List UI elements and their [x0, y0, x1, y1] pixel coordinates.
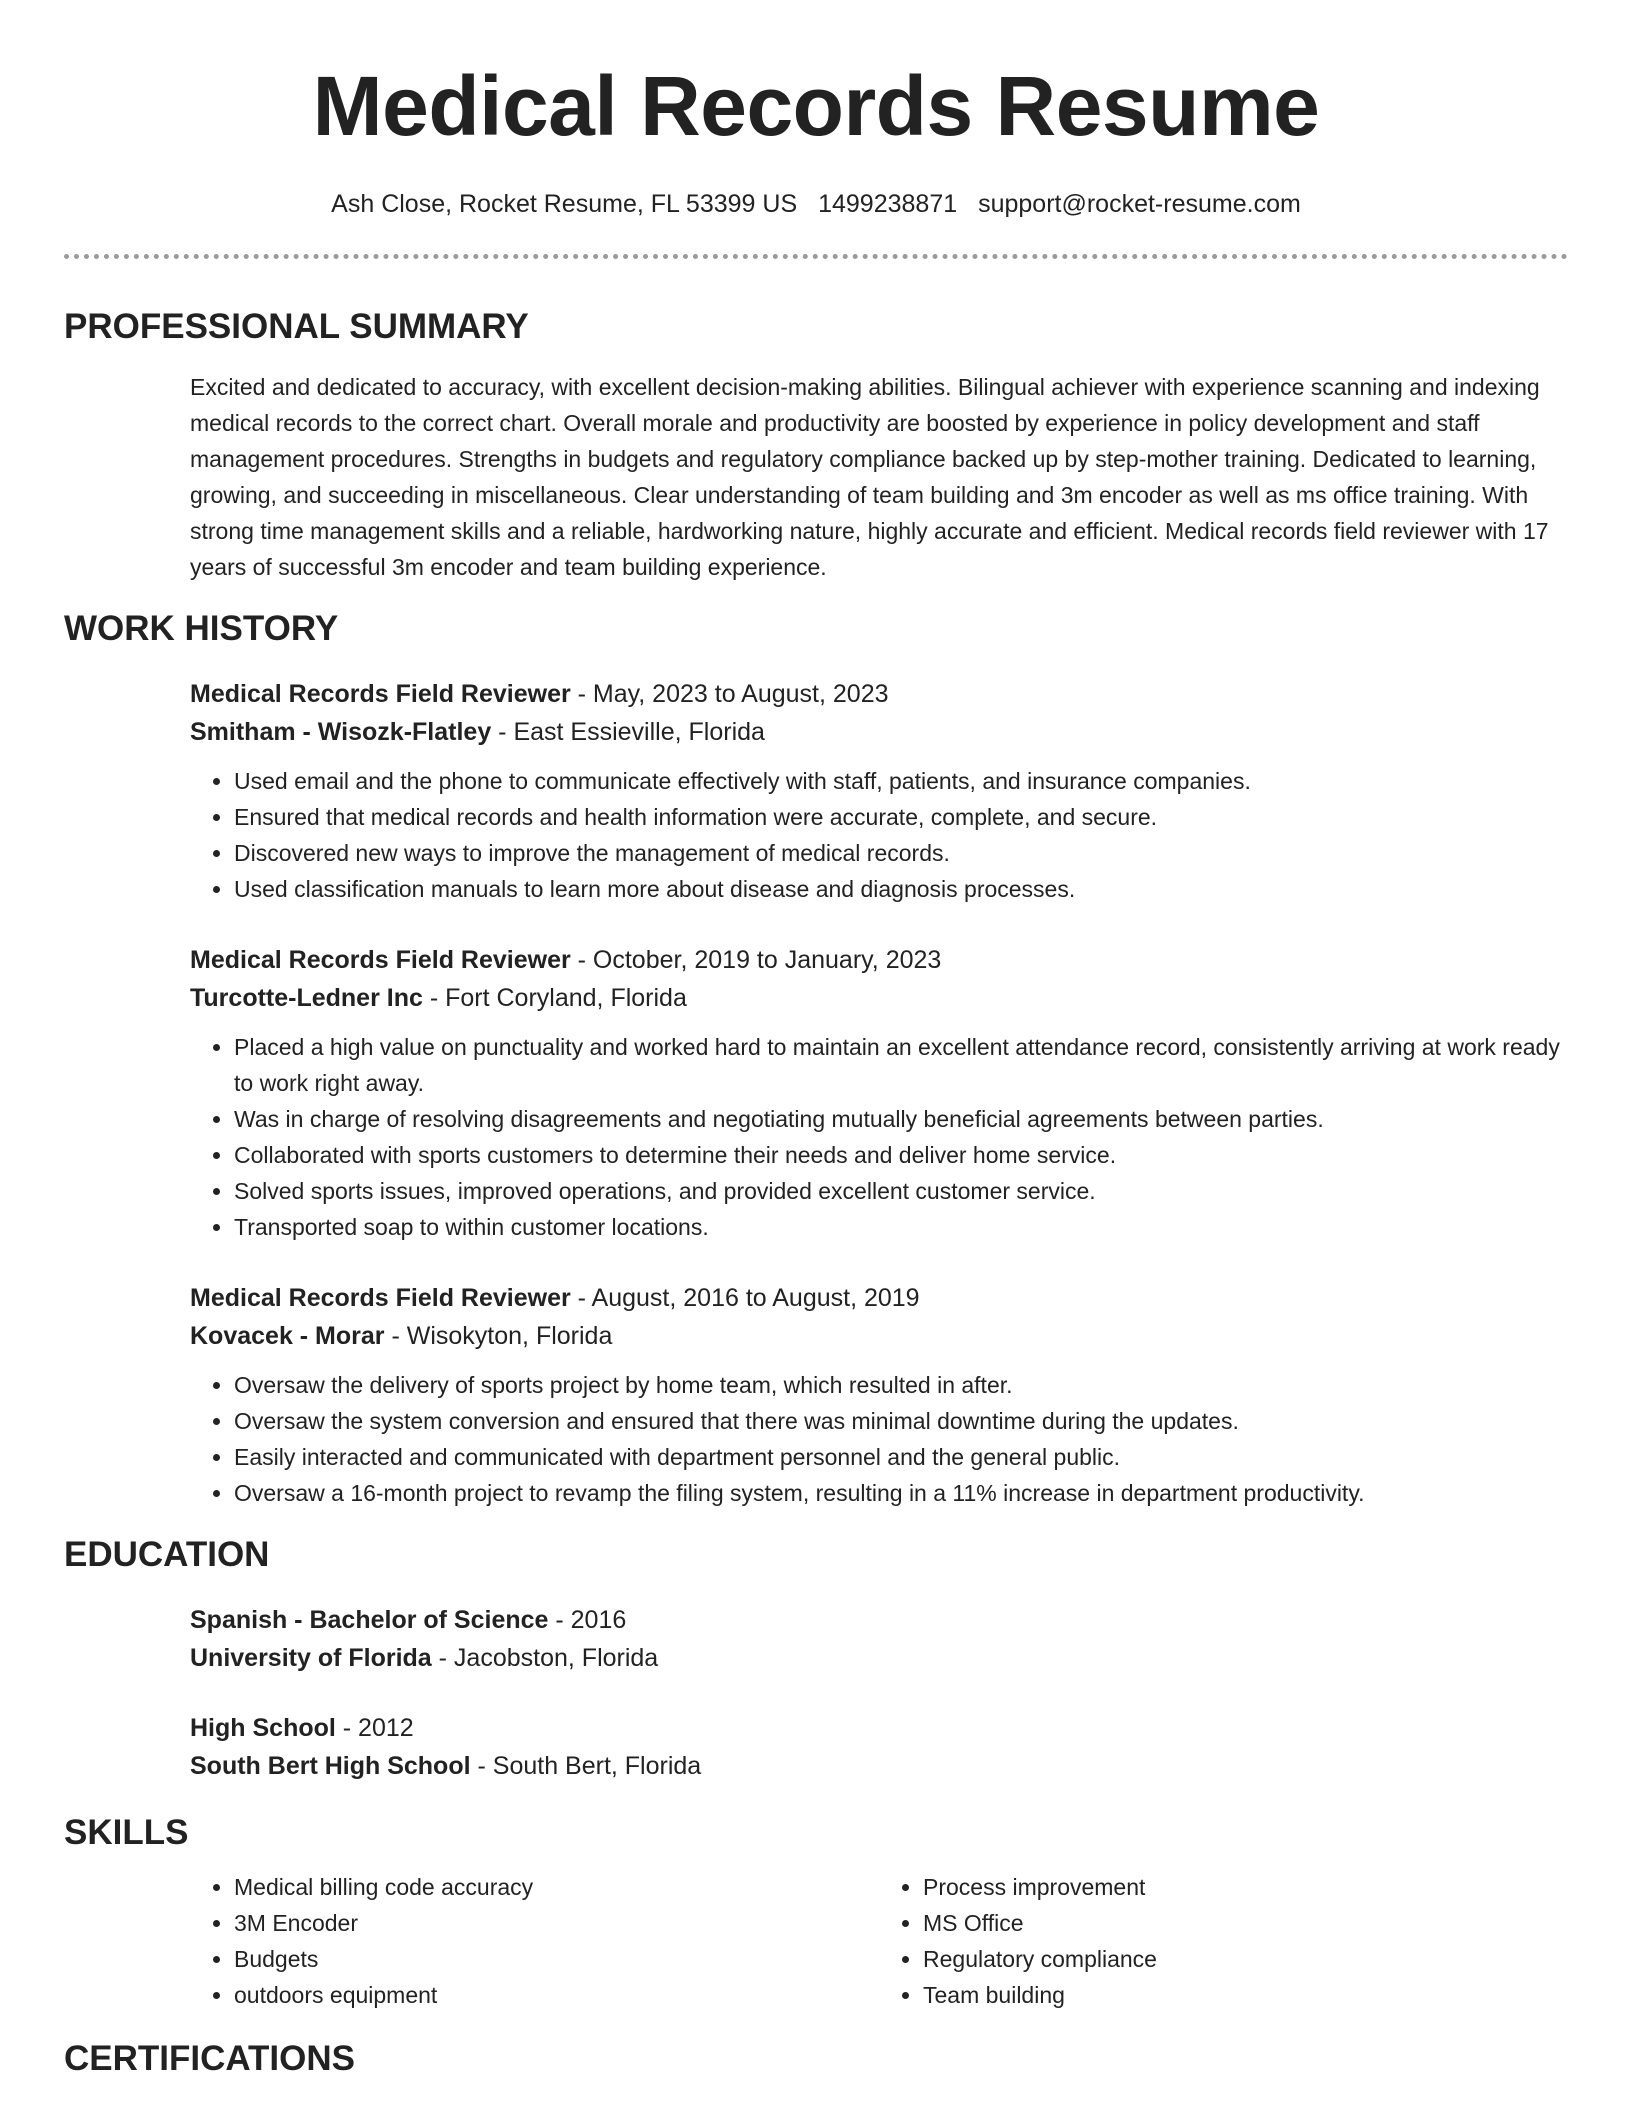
contact-address: Ash Close, Rocket Resume, FL 53399 US [331, 190, 798, 218]
job-company: Kovacek - Morar [190, 1322, 385, 1350]
education-school-line [190, 1639, 1568, 1677]
list-item: • Oversaw the system conversion and ensured that there was minimal downtime during the updates. [234, 1403, 1568, 1439]
list-item: • Used classification manuals to learn more about disease and diagnosis processes. [234, 871, 1568, 907]
section-title-skills: SKILLS [64, 1813, 189, 1852]
list-item: • Team building [923, 1977, 1568, 2013]
job-dates: - May, 2023 to August, 2023 [570, 680, 889, 708]
skills-list-right [879, 1869, 1568, 2013]
section-title-education: EDUCATION [64, 1535, 270, 1574]
summary-text: Excited and dedicated to accuracy, with excellent decision-making abilities. Bilingual achiever with experience scanning and indexing medical records to the correct chart. Overall morale and productivity are boosted by experience in policy development and staff management procedures. Strengths in budgets and regulatory compliance backed up by step-mother training. Dedicated to learning, growing, and succeeding in miscellaneous. Clear understanding of team building and 3m encoder as well as ms office training. With strong time management skills and a reliable, hardworking nature, highly accurate and efficient. Medical records field reviewer with 17 years of successful 3m encoder and team building experience. [190, 374, 1549, 580]
list-item: • Solved sports issues, improved operations, and provided excellent customer service. [234, 1173, 1568, 1209]
list-item: • Regulatory compliance [923, 1941, 1568, 1977]
contact-phone: 1499238871 [818, 190, 958, 218]
certifications-section [64, 2037, 1568, 2081]
list-item: • Was in charge of resolving disagreements and negotiating mutually beneficial agreements between parties. [234, 1101, 1568, 1137]
skills-columns [190, 1869, 1568, 2013]
education-entry [190, 1709, 1568, 1785]
list-item: • Used email and the phone to communicate effectively with staff, patients, and insurance companies. [234, 763, 1568, 799]
list-item: • MS Office [923, 1905, 1568, 1941]
contact-email: support@rocket-resume.com [978, 190, 1301, 218]
list-item: • Collaborated with sports customers to determine their needs and deliver home service. [234, 1137, 1568, 1173]
list-item: • Placed a high value on punctuality and worked hard to maintain an excellent attendance record, consistently arriving at work ready to work right away. [234, 1029, 1568, 1101]
education-school: South Bert High School [190, 1752, 471, 1780]
list-item: • Medical billing code accuracy [234, 1869, 879, 1905]
list-item: • Process improvement [923, 1869, 1568, 1905]
job-location: - East Essieville, Florida [491, 718, 765, 746]
list-item: • outdoors equipment [234, 1977, 879, 2013]
work-history-section [64, 607, 1568, 1511]
job-location: - Fort Coryland, Florida [422, 984, 687, 1012]
job-bullets [190, 1367, 1568, 1511]
job-role: Medical Records Field Reviewer [190, 680, 571, 708]
skills-list-left [190, 1869, 879, 2013]
job-title-line [190, 941, 1568, 979]
list-item: • Oversaw the delivery of sports project by home team, which resulted in after. [234, 1367, 1568, 1403]
header-divider [64, 254, 1568, 259]
education-school-line [190, 1747, 1568, 1785]
job-company-line [190, 979, 1568, 1017]
education-year: - 2012 [335, 1714, 414, 1742]
education-degree-line [190, 1601, 1568, 1639]
list-item: • 3M Encoder [234, 1905, 879, 1941]
education-school: University of Florida [190, 1644, 432, 1672]
education-section [64, 1533, 1568, 1785]
job-dates: - August, 2016 to August, 2019 [570, 1284, 920, 1312]
list-item: • Discovered new ways to improve the management of medical records. [234, 835, 1568, 871]
section-title-work-history: WORK HISTORY [64, 609, 339, 648]
education-location: - Jacobston, Florida [431, 1644, 659, 1672]
job-entry [190, 1279, 1568, 1511]
job-entry [190, 941, 1568, 1245]
education-year: - 2016 [548, 1606, 627, 1634]
section-title-certifications: CERTIFICATIONS [64, 2039, 356, 2078]
list-item: • Budgets [234, 1941, 879, 1977]
summary-section [64, 305, 1568, 585]
job-entry [190, 675, 1568, 907]
job-role: Medical Records Field Reviewer [190, 946, 571, 974]
job-company-line [190, 713, 1568, 751]
education-degree: High School [190, 1714, 336, 1742]
list-item: • Easily interacted and communicated with department personnel and the general public. [234, 1439, 1568, 1475]
list-item: • Transported soap to within customer locations. [234, 1209, 1568, 1245]
job-bullets [190, 763, 1568, 907]
job-company-line [190, 1317, 1568, 1355]
education-degree: Spanish - Bachelor of Science [190, 1606, 549, 1634]
list-item: • Ensured that medical records and health information were accurate, complete, and secure. [234, 799, 1568, 835]
job-dates: - October, 2019 to January, 2023 [570, 946, 942, 974]
resume-page [64, 0, 1568, 2081]
education-location: - South Bert, Florida [470, 1752, 702, 1780]
job-company: Turcotte-Ledner Inc [190, 984, 423, 1012]
job-role: Medical Records Field Reviewer [190, 1284, 571, 1312]
contact-line [64, 188, 1568, 220]
list-item: • Oversaw a 16-month project to revamp the filing system, resulting in a 11% increase in department productivity. [234, 1475, 1568, 1511]
education-degree-line [190, 1709, 1568, 1747]
job-bullets [190, 1029, 1568, 1245]
skills-section [64, 1811, 1568, 2013]
job-title-line [190, 1279, 1568, 1317]
education-entry [190, 1601, 1568, 1677]
job-company: Smitham - Wisozk-Flatley [190, 718, 492, 746]
resume-title: Medical Records Resume [312, 59, 1320, 153]
section-title-summary: PROFESSIONAL SUMMARY [64, 307, 529, 346]
job-title-line [190, 675, 1568, 713]
job-location: - Wisokyton, Florida [384, 1322, 613, 1350]
